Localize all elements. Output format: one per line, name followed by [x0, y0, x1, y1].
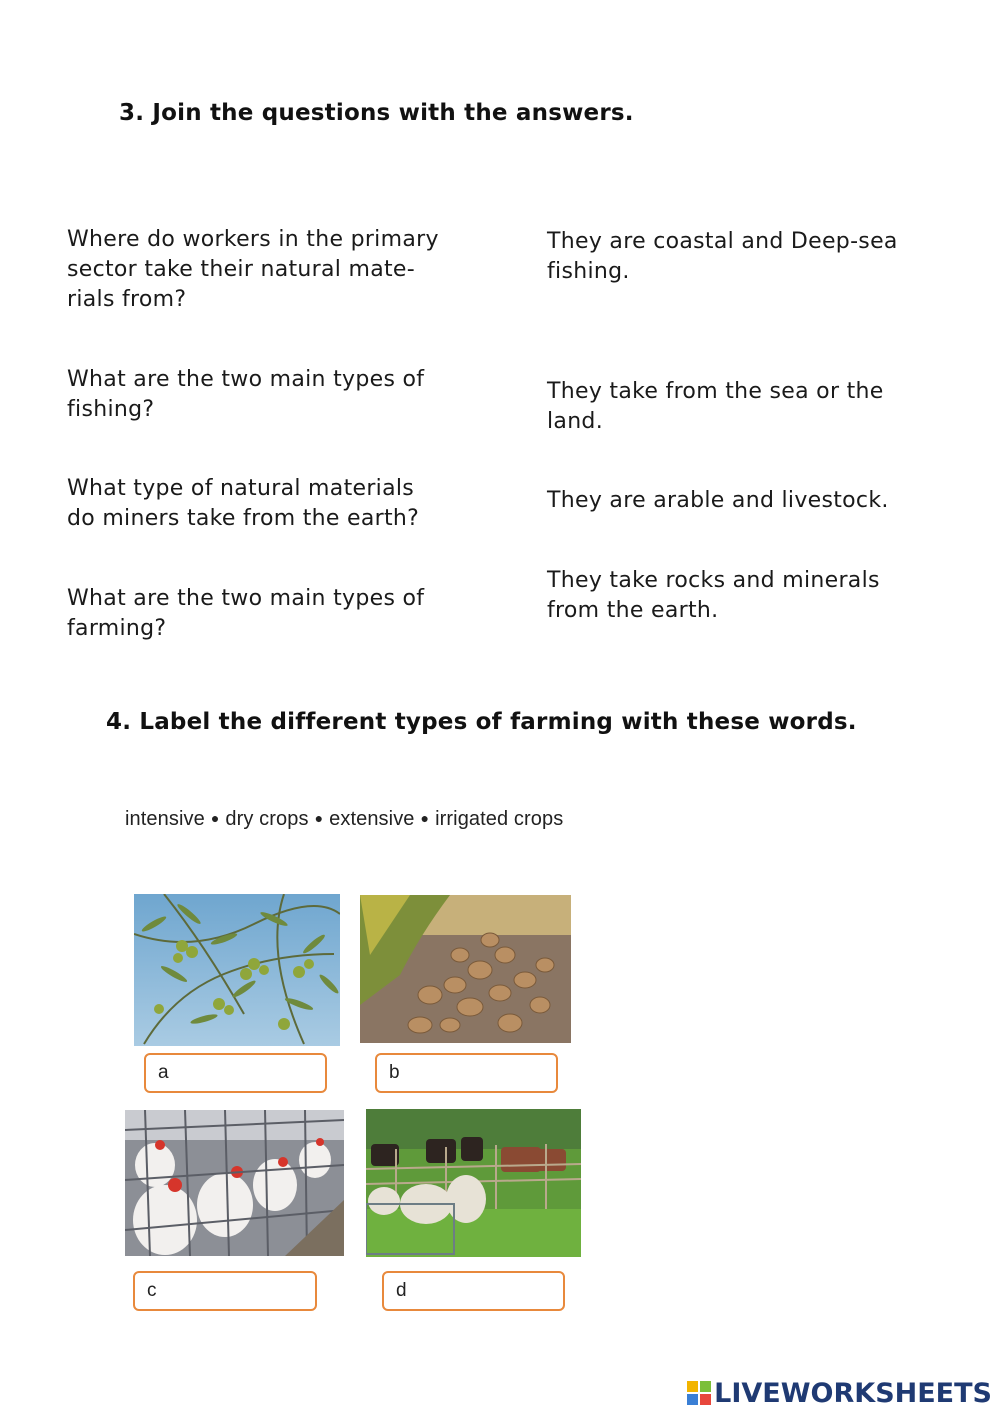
label-letter-c: c: [147, 1280, 157, 1301]
liveworksheets-logo-icon: [686, 1380, 712, 1406]
label-box-b[interactable]: [375, 1053, 558, 1093]
label-letter-a: a: [158, 1062, 169, 1083]
question-2-text: What are the two main types of fishing?: [67, 367, 425, 422]
label-letter-d: d: [396, 1280, 407, 1301]
label-box-a[interactable]: [144, 1053, 327, 1093]
bullet-separator: ●: [210, 810, 220, 826]
answer-1: [547, 227, 947, 287]
word-dry-crops: dry crops: [225, 808, 309, 830]
label-letter-b: b: [389, 1062, 400, 1083]
olive-tree-image: [134, 894, 340, 1046]
olive-tree-photo: [134, 894, 340, 1046]
question-1-text: Where do workers in the primary sector take their natural mate- rials from?: [67, 227, 439, 312]
cows-and-sheep-image: [366, 1109, 581, 1257]
answer-2-text: They take from the sea or the land.: [547, 379, 884, 434]
question-4: [67, 584, 487, 644]
word-extensive: extensive: [329, 808, 415, 830]
caged-hens-image: [125, 1110, 344, 1256]
cows-and-sheep-photo: [366, 1109, 581, 1257]
label-box-c[interactable]: [133, 1271, 317, 1311]
question-1: [67, 225, 487, 315]
potatoes-image: [360, 895, 571, 1043]
question-2: [67, 365, 487, 425]
section-4-heading: 4. Label the different types of farming with these words.: [106, 709, 857, 735]
bullet-separator: ●: [420, 810, 430, 826]
question-3-text: What type of natural materials do miners take from the earth?: [67, 476, 420, 531]
question-4-text: What are the two main types of farming?: [67, 586, 425, 641]
potatoes-photo: [360, 895, 571, 1043]
liveworksheets-brand: [686, 1376, 992, 1410]
caged-hens-photo: [125, 1110, 344, 1256]
answer-2: [547, 377, 947, 437]
label-box-d[interactable]: [382, 1271, 565, 1311]
word-intensive: intensive: [125, 808, 205, 830]
answer-4-text: They take rocks and minerals from the earth.: [547, 568, 880, 623]
answer-1-text: They are coastal and Deep-sea fishing.: [547, 229, 898, 284]
answer-3: They are arable and livestock.: [547, 488, 889, 513]
word-bank: [125, 808, 563, 831]
section-3-heading: 3. Join the questions with the answers.: [119, 100, 634, 126]
question-3: [67, 474, 487, 534]
word-irrigated-crops: irrigated crops: [435, 808, 564, 830]
brand-name: LIVEWORKSHEETS: [714, 1377, 992, 1409]
bullet-separator: ●: [314, 810, 324, 826]
answer-4: [547, 566, 947, 626]
